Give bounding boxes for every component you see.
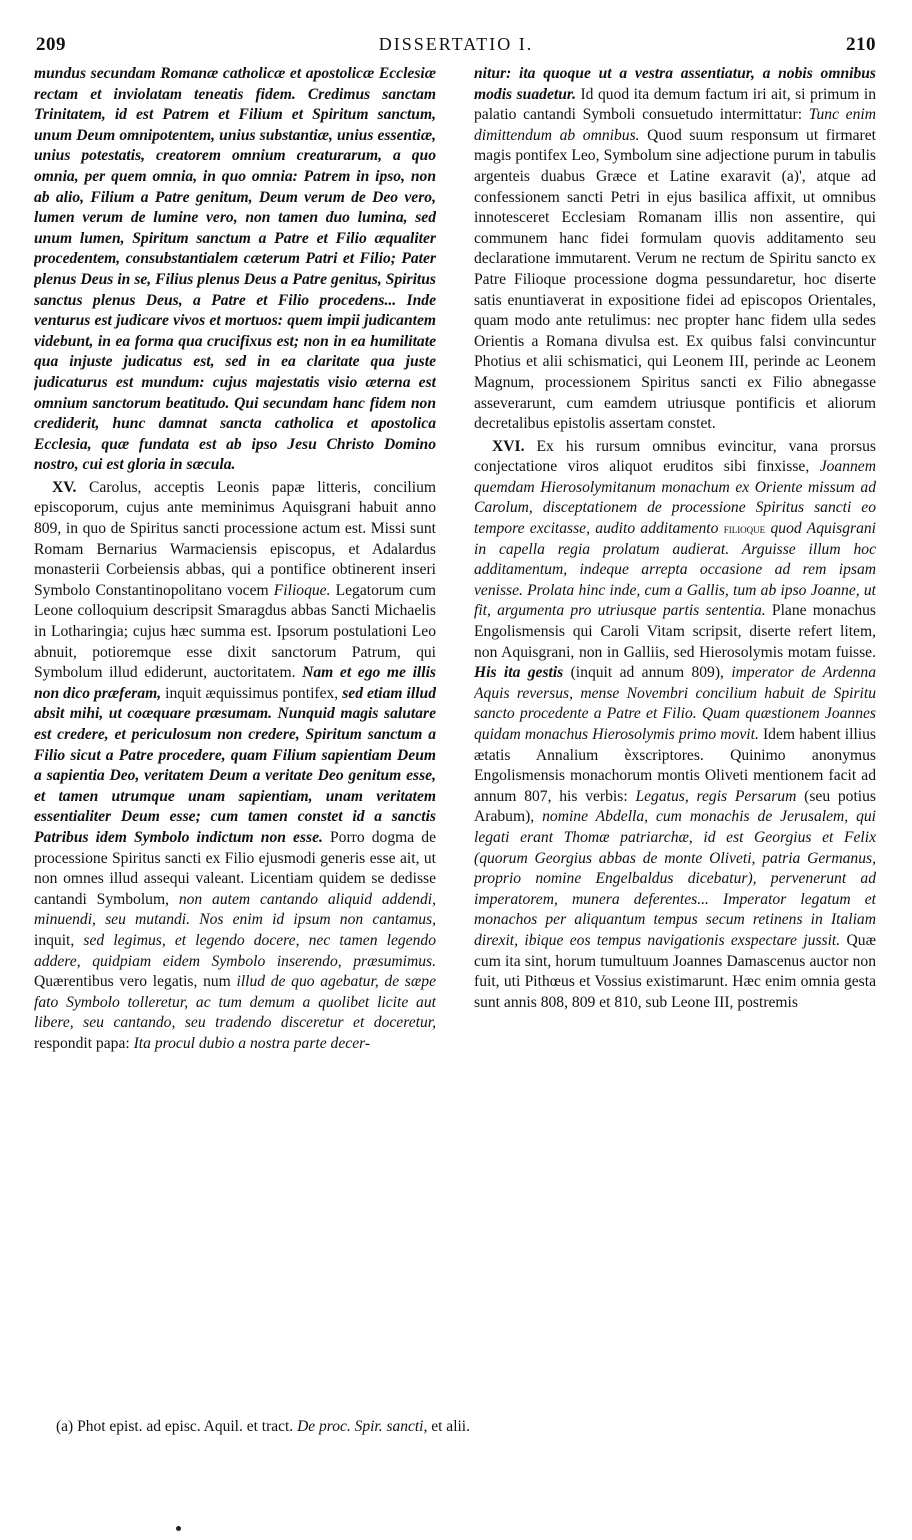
ink-speck — [176, 1526, 181, 1531]
section-xvi-paragraph: XVI. Ex his rursum omnibus evincitur, vana prorsus conjectatione viros aliquot eruditos sibi finxisse, Joannem quemdam Hierosolymitanum monachum ex Oriente missum ad Carolum, disceptationem de processione Spiritus sancti eo tempore excitasse, audito additamento filioque quod Aquisgrani in capella regia prolatum audierat. Arguisse illum hoc additamentum, indeque arrepta occasione ad rem ipsam venisse. Prolata hinc inde, cum a Gallis, tum ab ipso Joanne, ut fit, argumenta pro utriusque partis sententia. Plane monachus Engolismensis qui Caroli Vitam scripsit, diserte refert litem, non Aquisgrani, non in Galliis, sed Hierosolymis motam fuisse. His ita gestis (inquit ad annum 809), imperator de Ardenna Aquis reversus, mense Novembri concilium habuit de Spiritu sancto procedente a Patre et Filio. Quam quæstionem Joannes quidam monachus Hierosolymis primo movit. Idem habent illius ætatis Annalium èxscriptores. Quinimo anonymus Engolismensis monachorum montis Oliveti mentionem facit ad annum 807, his verbis: Legatus, regis Persarum (seu potius Arabum), nomine Abdella, cum monachis de Jerusalem, qui legati erant Thomæ patriarchæ, id est Georgius et Felix (quorum Georgius abbas de monte Oliveti, patria Germanus, proprio nomine Engelbaldus dicebatur), pervenerunt ad imperatorem, munera deferentes... Imperator legatum et monachos per aliquantum tempus secum retinens in Italiam direxit, ibique eos tempus navigationis exspectare jussit. Quæ cum ita sint, horum tumultuum Joannes Damascenus auctor non fuit, uti Pithœus et Vossius existimarunt. Hæc enim omnia gesta sunt annis 808, 809 et 810, sub Leone III, postremis — [474, 437, 876, 1011]
running-title: DISSERTATIO I. — [378, 34, 534, 54]
left-column — [34, 64, 436, 1404]
continuation-paragraph: nitur: ita quoque ut a vestra assentiatur, a nobis omnibus modis suadetur. Id quod ita demum factum iri ait, si primum in palatio cantandi Symboli consuetudo intermittatur: Tunc enim dimittendum ab omnibus. Quod suum responsum ut firmaret magis pontifex Leo, Symbolum sine adjectione purum in tabulis argenteis duabus Græce et Latine exaravit (a)', atque ad confessionem sancti Petri in ejus basilica affixit, ut omnibus innotesceret Ecclesiam Romanam illis non assentire, qui communem hanc fidei formulam quovis additamento seu declaratione immutarent. Verum ne rectum de Spiritu sancto ex Patre Filioque processione dogma pessundaretur, hoc diserte satis enuntiaverat in expositione fidei ad episcopos Orientales, quam modo ante retulimus: nec propter hanc fidem ulla sedes Orientis a Romana divulsa est. Ex quibus falsi convincuntur Photius et alii schismatici, qui Leonem III, perinde ac Leonem Magnum, processionem Spiritus sancti ex Filio abnegasse asseverarunt, cum eamdem utriusque pontificis et aliorum decretalibus epistolis assertam constet. — [474, 65, 876, 433]
right-page-number: 210 — [845, 34, 876, 55]
left-page-number: 209 — [36, 34, 66, 55]
running-header — [36, 34, 876, 62]
text-columns — [34, 64, 876, 1404]
right-column — [474, 64, 876, 1404]
filioque-smallcaps: filioque — [723, 521, 766, 537]
section-number-xv: XV. — [52, 478, 77, 496]
footnote: (a) Phot epist. ad episc. Aquil. et tract. De proc. Spir. sancti, et alii. — [56, 1418, 470, 1435]
section-number-xvi: XVI. — [492, 437, 525, 455]
creed-paragraph: mundus secundam Romanæ catholicæ et apostolicæ Ecclesiæ rectam et inviolatam teneatis fidem. Credimus sanctam Trinitatem, id est Patrem et Filium et Spiritum sanctum, unum Deum omnipotentem, unius substantiæ, unius essentiæ, unius potestatis, creatorem omnium creaturarum, a quo omnia, per quem omnia, in quo omnia: Patrem in ipso, non ab alio, Filium a Patre genitum, Deum verum de Deo vero, lumen verum de lumine vero, non tamen duo lumina, sed unum lumen, Spiritum sanctum a Patre et Filio æqualiter procedentem, consubstantialem cæterum Patri et Filio; Pater plenus Deus in se, Filius plenus Deus a Patre genitus, Spiritus sanctus plenus Deus, a Patre et Filio procedens... Inde venturus est judicare vivos et mortuos: quem impii judicantem videbunt, in ea forma qua crucifixus est; non in ea humilitate qua injuste judicatus est, sed in ea claritate qua juste judicaturus est mundum: cujus majestatis visio æterna est omnium sanctorum beatitudo. Qui secundam hanc fidem non crediderit, hunc damnat sancta catholica et apostolica Ecclesia, quæ fundata est ab ipso Jesu Christo Domino nostro, cui est gloria in sæcula. — [34, 65, 436, 474]
section-xv-paragraph: XV. Carolus, acceptis Leonis papæ litteris, concilium episcoporum, cujus ante meminimus Aquisgrani habuit anno 809, in quo de Spiritus sancti processione actum est. Missi sunt Romam Bernarius Warmaciensis episcopus, et Adalardus monasterii Corbeiensis abbas, qui a pontifice obtinerent inseri Symbolo Constantinopolitano vocem Filioque. Legatorum cum Leone colloquium descripsit Smaragdus abbas Sancti Michaelis in Lotharingia; cujus hæc summa est. Ipsorum postulationi Leo abnuit, potioremque esse dixit sanctorum Patrum, qui Symbolum illud ediderunt, auctoritatem. Nam et ego me illis non dico præferam, inquit æquissimus pontifex, sed etiam illud absit mihi, ut coæquare præsumam. Nunquid magis salutare est credere, et periculosum non credere, Spiritum sanctum a Filio sicut a Patre procedere, quam Filium sapientiam Deum a sapientia Deo, veritatem Deum a veritate Deo genitum esse, et tamen utrumque unam sapientiam, unam veritatem essentialiter Deum esse; cum tamen constet id a sanctis Patribus idem Symbolo indictum non esse. Porro dogma de processione Spiritus sancti ex Filio ejusmodi generis esse ait, ut non omnes illud assequi valeant. Licentiam quidem se dedisse cantandi Symbolum, non autem cantando aliquid addendi, minuendi, seu mutandi. Nos enim id ipsum non cantamus, inquit, sed legimus, et legendo docere, nec tamen legendo addere, quidpiam eidem Symbolo inserendo, præsumimus. Quærentibus vero legatis, num illud de quo agebatur, de sæpe fato Symbolo tolleretur, ac tum demum a quolibet licite aut libere, seu cantando, seu tradendo disceretur et doceretur, respondit papa: Ita procul dubio a nostra parte decer- — [34, 478, 436, 1052]
footnote-marker: (a) — [56, 1418, 74, 1435]
